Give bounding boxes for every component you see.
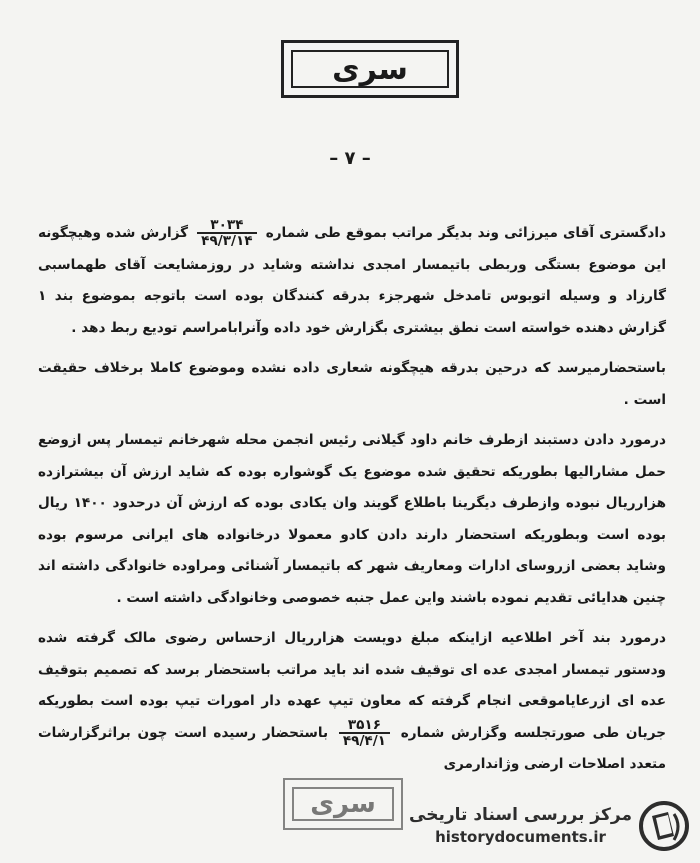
classification-stamp [281,40,459,98]
watermark [405,795,690,857]
page-number: – ۷ – [329,148,371,169]
paragraph-1 [38,218,666,344]
reference-number-2: ۳۵۱۶ [339,718,390,734]
watermark-title: مرکز بررسی اسناد تاریخی [409,805,632,825]
reference-fraction-1 [197,218,256,248]
classification-stamp-text: سری [291,50,449,88]
document-body [38,218,666,781]
watermark-url: historydocuments.ir [435,828,606,846]
paragraph-4-lead: درمورد بند آخر اطلاعیه ازاینکه مبلغ دویست هزارریال ازحساس رضوی مالک گرفته شده ودستور تیمسار امجدی عده ای توقیف شده اند باید مراتب باستحضار برسد که تصمیم بتوقیف عده ای ازرعایاموقعی انجام گرفته که معاون تیپ عهده دار امورات تیپ بوده است بطوریکه جریان طی صورتجلسه وگزارش شماره [38,630,666,741]
paragraph-4-rest: باستحضار رسیده است چون براثرگزارشات متعدد اصلاحات ارضی وژاندارمری [38,724,666,772]
document-archive-logo-icon [638,800,690,852]
reference-date-1: ۴۹/۳/۱۴ [201,233,253,249]
watermark-text [409,804,632,848]
reference-fraction-2 [339,718,390,748]
paragraph-2: باستحضارمیرسد که درحین بدرقه هیچگونه شعاری داده نشده وموضوع کاملا برخلاف حقیقت است . [38,360,666,408]
paragraph-1-lead: دادگستری آقای میرزائی وند بدیگر مراتب بموقع طی شماره [265,225,667,241]
paragraph-3: درمورد دادن دستبند ازطرف خانم داود گیلانی رئیس انجمن محله شهرخانم تیمسار پس ازوضع حمل مشارالیها بطوریکه تحقیق شده موضوع یک گوشواره بوده که شاید ارزش آن بیشترازده هزارریال نبوده وازطرف دیگرینا باطلاع گویند وان یکادی بوده که ارزش آن درحدود ۱۴۰۰ ریال بوده است وبطوریکه استحضار دارند دادن کادو معمولا درخانواده های ایرانی مرسوم بوده وشاید بعضی ازروساى ادارات ومعاریف شهر که باتیمسار آشنائی ومراوده خانوادگی داشته اند چنین هدایائی تقدیم نموده باشند واین عمل جنبه خصوصی وخانوادگی داشته است . [38,432,666,606]
classification-stamp-bottom [283,778,403,830]
paragraph-1-rest: گزارش شده وهیچگونه این موضوع بستگی وربطی باتیمسار امجدی نداشته وشاید در روزمشایعت آقای طهماسبی گارزاد و وسیله اتوبوس تامدخل شهرجزء بدرقه کنندگان بوده است باتوجه بموضوع بند ۱ گزارش دهنده خواسته است نطق بیشتری بگزارش خود داده وآنرابامراسم تودیع ربط دهد . [38,225,666,336]
reference-number-1: ۳۰۳۴ [197,218,256,234]
classification-stamp-bottom-text: سری [292,787,394,821]
paragraph-4 [38,623,666,781]
reference-date-2: ۴۹/۴/۱ [342,732,386,749]
